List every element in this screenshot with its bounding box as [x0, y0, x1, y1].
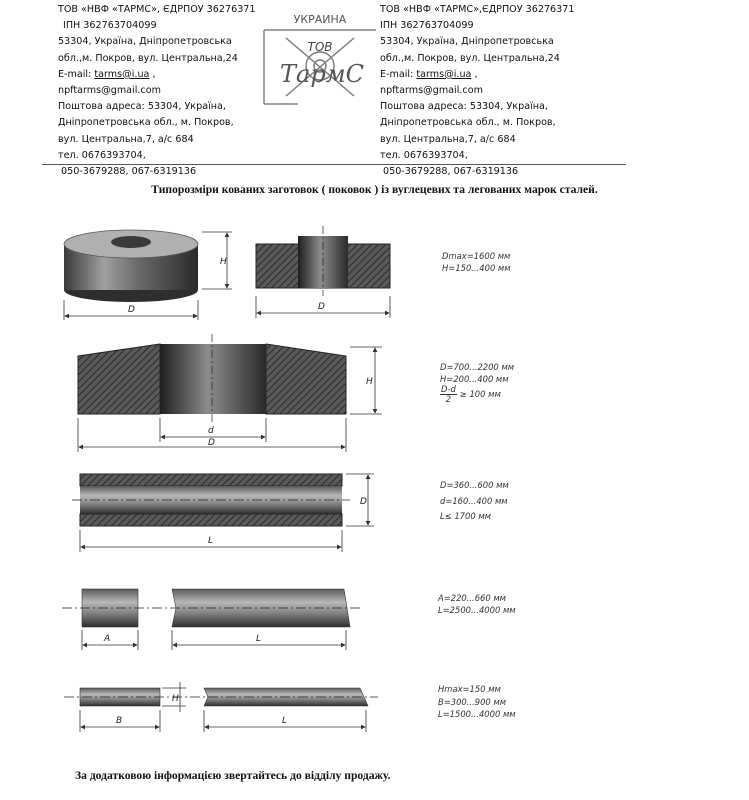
dim-d: D — [360, 497, 367, 507]
spec-line: L≤ 1700 мм — [440, 511, 491, 521]
email-label: E-mail: — [58, 68, 92, 80]
company-name: ТОВ «НВФ «ТАРМС», ЄДРПОУ 36276371 — [58, 4, 256, 15]
address-line-2: обл.,м. Покров, вул. Центральна,24 — [380, 52, 560, 64]
spec-fraction-row — [440, 385, 514, 404]
spec-line: D=700...2200 мм — [440, 362, 515, 372]
dim-l: L — [282, 716, 288, 726]
spec-4 — [438, 593, 516, 616]
spec-line: ≥ 100 мм — [459, 388, 501, 399]
phone-1: тел. 0676393704, — [58, 149, 146, 161]
dim-h: H — [366, 377, 373, 387]
spec-1 — [442, 251, 511, 274]
dim-d: D — [208, 438, 215, 448]
ring-bore — [160, 344, 266, 414]
fraction-denominator: 2 — [445, 394, 452, 404]
page-title: Типорозміри кованих заготовок ( поковок ) із вуглецевих та легованих марок сталей. — [151, 183, 598, 196]
dim-a: A — [104, 634, 111, 644]
dim-h: H — [172, 694, 179, 704]
spec-line: L=1500...4000 мм — [438, 709, 516, 719]
postal-line-2: Дніпропетровська обл., м. Покров, — [58, 117, 234, 129]
dim-h: H — [220, 257, 227, 267]
dim-d: D — [318, 302, 325, 312]
drawing-2-ring — [78, 334, 382, 452]
email-link[interactable]: tarms@i.ua — [94, 68, 150, 80]
spec-line: L=2500...4000 мм — [438, 604, 516, 615]
email-label: E-mail: — [380, 68, 414, 80]
spec-3 — [440, 478, 509, 525]
drawing-5-bars — [64, 682, 378, 732]
phone-1: тел. 0676393704, — [380, 149, 468, 161]
postal-line-1: Поштова адреса: 53304, Україна, — [380, 101, 548, 113]
spec-line: Hmax=150 мм — [438, 684, 501, 694]
spec-5 — [438, 683, 516, 721]
drawing-1-disc — [64, 230, 232, 320]
spec-line: A=220...660 мм — [438, 593, 507, 603]
email-link[interactable]: tarms@i.ua — [416, 68, 472, 80]
spec-2 — [440, 362, 514, 404]
email-suffix: , — [152, 68, 156, 80]
disc-hole — [111, 236, 151, 248]
spec-line: H=200...400 мм — [440, 373, 509, 384]
postal-line-2: Дніпропетровська обл., м. Покров, — [380, 117, 556, 129]
email-2[interactable]: npftarms@gmail.com — [380, 85, 483, 97]
postal-line-1: Поштова адреса: 53304, Україна, — [58, 101, 226, 113]
email-suffix: , — [474, 68, 478, 80]
spec-line: B=300...900 мм — [438, 696, 507, 707]
spec-line: d=160...400 мм — [440, 495, 508, 506]
ipn: ІПН 362763704099 — [63, 20, 157, 32]
phone-2: 050-3679288, 067-6319136 — [61, 166, 197, 178]
postal-line-3: вул. Центральна,7, а/с 684 — [380, 133, 516, 145]
footer-note: За додатковою інформацією звертайтесь до відділу продажу. — [75, 769, 391, 782]
logo-country: УКРАИНА — [293, 13, 347, 26]
drawing-1-section — [256, 226, 390, 318]
postal-line-3: вул. Центральна,7, а/с 684 — [58, 133, 194, 145]
dim-small-d: d — [208, 426, 214, 436]
logo-line-2: ТармС — [280, 60, 364, 88]
fraction-numerator: D-d — [441, 384, 456, 394]
ipn: ІПН 362763704099 — [380, 20, 474, 32]
spec-line: Dmax=1600 мм — [442, 251, 511, 261]
spec-line: D=360...600 мм — [440, 480, 509, 490]
address-line-1: 53304, Україна, Дніпропетровська — [380, 36, 554, 48]
spec-fraction — [440, 385, 457, 404]
drawing-4-billets — [62, 589, 362, 650]
address-line-1: 53304, Україна, Дніпропетровська — [58, 36, 232, 48]
company-name: ТОВ «НВФ «ТАРМС»,ЄДРПОУ 36276371 — [380, 4, 575, 15]
drawing-3-hollow-shaft — [72, 474, 374, 552]
address-line-2: обл.,м. Покров, вул. Центральна,24 — [58, 52, 238, 64]
email-2[interactable]: npftarms@gmail.com — [58, 85, 161, 97]
spec-line: H=150...400 мм — [442, 262, 511, 273]
dim-l: L — [256, 634, 262, 644]
phone-2: 050-3679288, 067-6319136 — [383, 166, 519, 178]
dim-d: D — [128, 305, 135, 315]
dim-l: L — [208, 536, 214, 546]
logo-line-1: ТОВ — [307, 40, 333, 54]
dim-b: B — [116, 716, 123, 726]
